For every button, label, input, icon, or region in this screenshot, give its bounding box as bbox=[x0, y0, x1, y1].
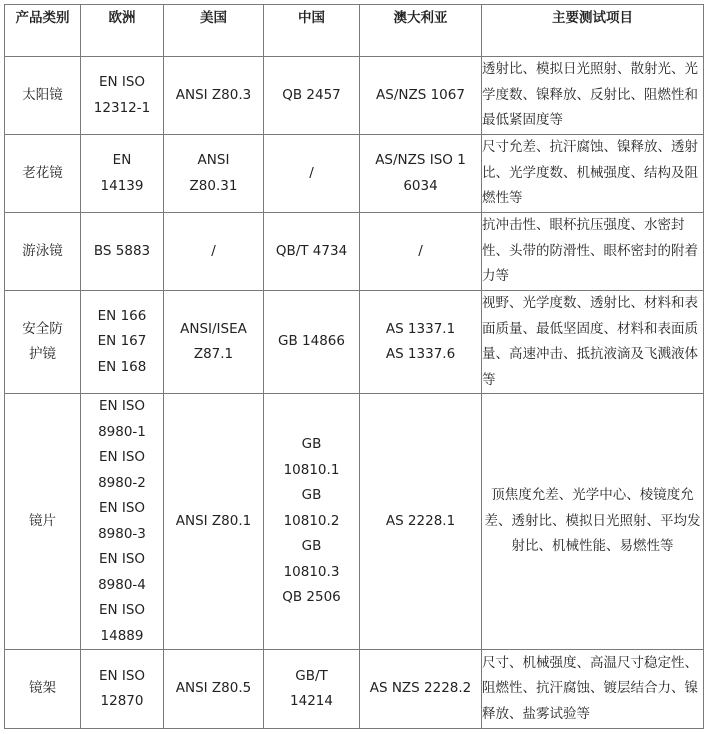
cell-china: / bbox=[264, 135, 360, 213]
table-row bbox=[5, 213, 704, 291]
cell-usa: ANSI Z80.3 bbox=[164, 57, 264, 135]
cell-category: 安全防 护镜 bbox=[5, 291, 81, 394]
table-row bbox=[5, 57, 704, 135]
header-europe: 欧洲 bbox=[81, 5, 164, 57]
cell-category: 镜片 bbox=[5, 394, 81, 650]
header-china: 中国 bbox=[264, 5, 360, 57]
cell-tests: 抗冲击性、眼杯抗压强度、水密封性、头带的防滑性、眼杯密封的附着力等 bbox=[482, 213, 704, 291]
cell-tests: 透射比、模拟日光照射、散射光、光学度数、镍释放、反射比、阻燃性和最低紧固度等 bbox=[482, 57, 704, 135]
cell-usa: ANSI Z80.1 bbox=[164, 394, 264, 650]
cell-tests: 尺寸允差、抗汗腐蚀、镍释放、透射比、光学度数、机械强度、结构及阻燃性等 bbox=[482, 135, 704, 213]
cell-europe: EN ISO 12870 bbox=[81, 650, 164, 729]
cell-australia: AS/NZS ISO 1 6034 bbox=[360, 135, 482, 213]
cell-china: GB 14866 bbox=[264, 291, 360, 394]
header-main-tests: 主要测试项目 bbox=[482, 5, 704, 57]
header-usa: 美国 bbox=[164, 5, 264, 57]
cell-usa: / bbox=[164, 213, 264, 291]
cell-europe: EN 14139 bbox=[81, 135, 164, 213]
cell-category: 太阳镜 bbox=[5, 57, 81, 135]
standards-table bbox=[4, 4, 704, 729]
cell-china: GB 10810.1 GB 10810.2 GB 10810.3 QB 2506 bbox=[264, 394, 360, 650]
header-row bbox=[5, 5, 704, 57]
cell-tests: 尺寸、机械强度、高温尺寸稳定性、阻燃性、抗汗腐蚀、镀层结合力、镍释放、盐雾试验等 bbox=[482, 650, 704, 729]
cell-australia: / bbox=[360, 213, 482, 291]
table-body bbox=[5, 57, 704, 729]
cell-australia: AS 2228.1 bbox=[360, 394, 482, 650]
cell-usa: ANSI/ISEA Z87.1 bbox=[164, 291, 264, 394]
cell-china: QB/T 4734 bbox=[264, 213, 360, 291]
table-row bbox=[5, 650, 704, 729]
table-row bbox=[5, 394, 704, 650]
cell-europe: EN 166 EN 167 EN 168 bbox=[81, 291, 164, 394]
cell-usa: ANSI Z80.5 bbox=[164, 650, 264, 729]
cell-europe: BS 5883 bbox=[81, 213, 164, 291]
cell-europe: EN ISO 8980-1 EN ISO 8980-2 EN ISO 8980-3 EN ISO 8980-4 EN ISO 14889 bbox=[81, 394, 164, 650]
cell-china: GB/T 14214 bbox=[264, 650, 360, 729]
cell-category: 游泳镜 bbox=[5, 213, 81, 291]
cell-europe: EN ISO 12312-1 bbox=[81, 57, 164, 135]
header-australia: 澳大利亚 bbox=[360, 5, 482, 57]
table-row bbox=[5, 291, 704, 394]
cell-china: QB 2457 bbox=[264, 57, 360, 135]
cell-australia: AS 1337.1 AS 1337.6 bbox=[360, 291, 482, 394]
header-category: 产品类别 bbox=[5, 5, 81, 57]
table-row bbox=[5, 135, 704, 213]
cell-australia: AS/NZS 1067 bbox=[360, 57, 482, 135]
cell-tests: 顶焦度允差、光学中心、棱镜度允差、透射比、模拟日光照射、平均发射比、机械性能、易燃性等 bbox=[482, 394, 704, 650]
cell-australia: AS NZS 2228.2 bbox=[360, 650, 482, 729]
cell-category: 老花镜 bbox=[5, 135, 81, 213]
table-header bbox=[5, 5, 704, 57]
cell-usa: ANSI Z80.31 bbox=[164, 135, 264, 213]
cell-category: 镜架 bbox=[5, 650, 81, 729]
cell-tests: 视野、光学度数、透射比、材料和表面质量、最低坚固度、材料和表面质量、高速冲击、抵抗液滴及飞溅液体等 bbox=[482, 291, 704, 394]
